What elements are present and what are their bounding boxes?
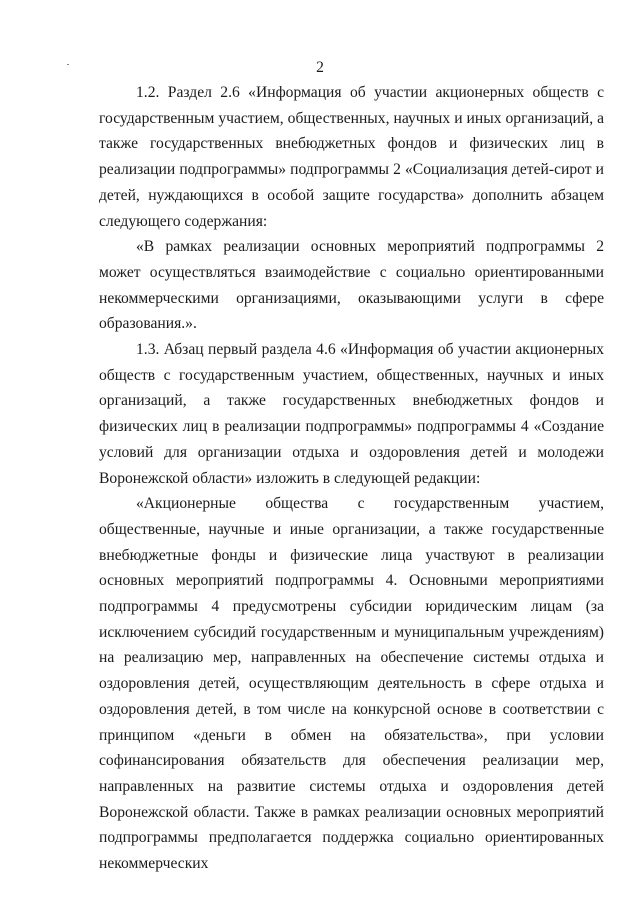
paragraph-quote-subprogram-2: «В рамках реализации основных мероприятий подпрограммы 2 может осуществляться взаимодействие с социально ориентированными некоммерческими организациями, оказывающими услуги в сфере образования.». <box>99 238 604 333</box>
paragraph-1-2-section-2-6: 1.2. Раздел 2.6 «Информация об участии акционерных обществ с государственным участием, общественных, научных и иных организаций, а также государственных внебюджетных фондов и физических лиц в реализации подпрограммы» подпрограммы 2 «Социализация детей-сирот и детей, нуждающихся в особой защите государства» дополнить абзацем следующего содержания: <box>99 84 604 230</box>
paragraph-1-3-section-4-6: 1.3. Абзац первый раздела 4.6 «Информация об участии акционерных обществ с государственным участием, общественных, научных и иных организаций, а также государственных внебюджетных фондов и физических лиц в реализации подпрограммы» подпрограммы 4 «Создание условий для организации отдыха и оздоровления детей и молодежи Воронежской области» изложить в следующей редакции: <box>99 341 604 487</box>
document-body <box>99 80 604 877</box>
paragraph-quote-subprogram-4: «Акционерные общества с государственным участием, общественные, научные и иные организации, а также государственные внебюджетные фонды и физические лица участвуют в реализации основных мероприятий подпрограммы 4. Основными мероприятиями подпрограммы 4 предусмотрены субсидии юридическим лицам (за исключением субсидий государственным и муниципальным учреждениям) на реализацию мер, направленных на обеспечение системы отдыха и оздоровления детей, осуществляющим деятельность в сфере отдыха и оздоровления детей, в том числе на конкурсной основе в соответствии с принципом «деньги в обмен на обязательства», при условии софинансирования обязательств для обеспечения реализации мер, направленных на развитие системы отдыха и оздоровления детей Воронежской области. Также в рамках реализации основных мероприятий подпрограммы предполагается поддержка социально ориентированных некоммерческих <box>99 495 604 873</box>
page-number: 2 <box>316 59 324 76</box>
